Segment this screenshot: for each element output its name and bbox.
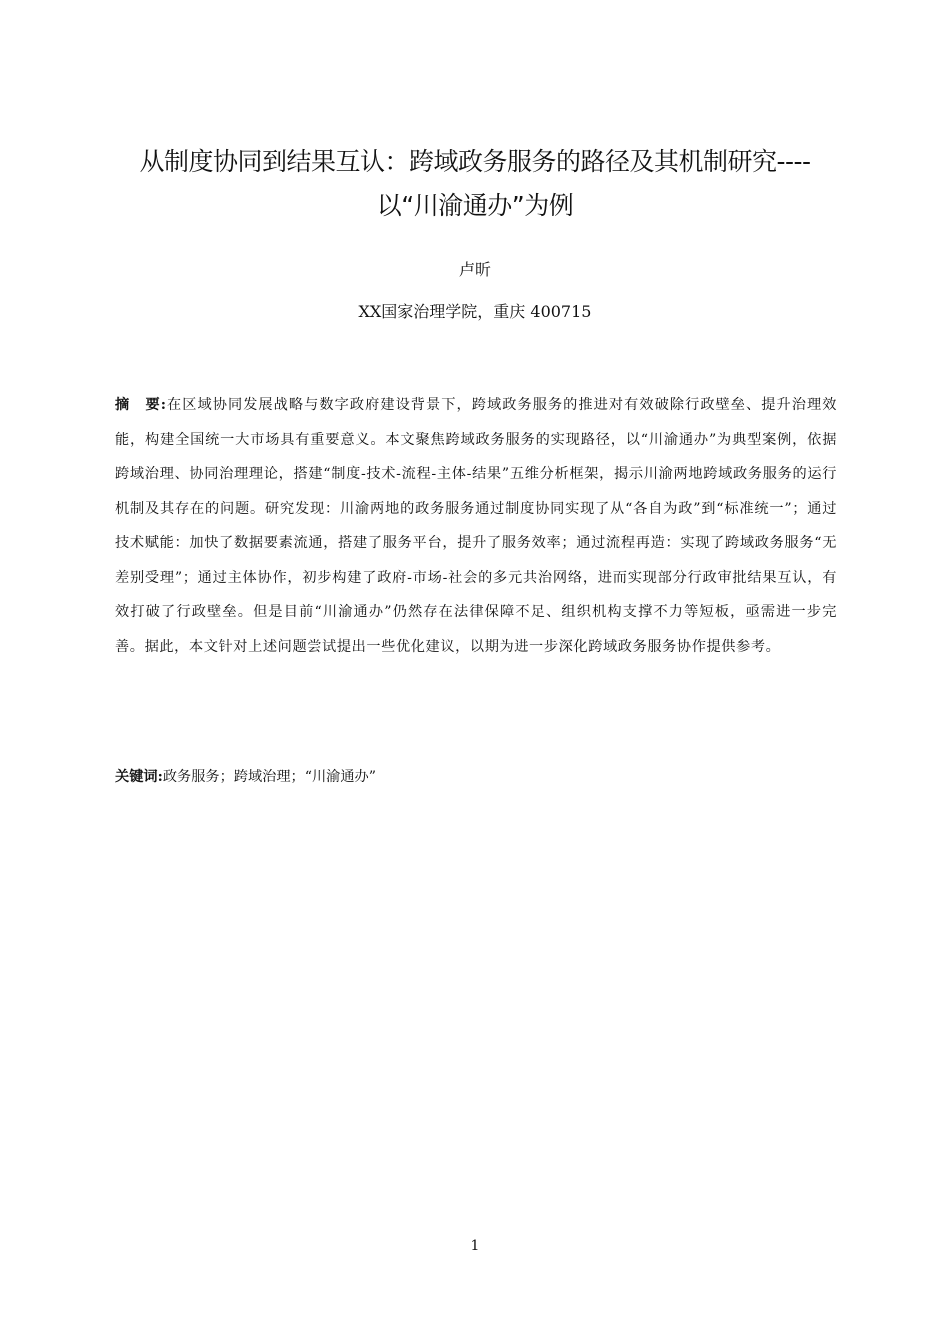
title-line-1: 从制度协同到结果互认：跨域政务服务的路径及其机制研究---- [139,147,811,176]
abstract-label: 摘 要: [115,397,167,413]
keywords-text: 政务服务；跨域治理；“川渝通办” [162,769,376,785]
title-line-2: 以“川渝通办”为例 [376,191,574,220]
keywords-label: 关键词: [115,769,163,785]
author-name: 卢昕 [458,260,491,279]
page-number: 1 [470,1238,480,1254]
keywords [115,765,837,789]
abstract [115,388,837,664]
author-affiliation: XX国家治理学院，重庆 400715 [358,302,592,321]
abstract-text: 在区域协同发展战略与数字政府建设背景下，跨域政务服务的推进对有效破除行政壁垒、提升治理效能，构建全国统一大市场具有重要意义。本文聚焦跨域政务服务的实现路径，以“川渝通办”为典型案例，依据跨域治理、协同治理理论，搭建“制度-技术-流程-主体-结果”五维分析框架，揭示川渝两地跨域政务服务的运行机制及其存在的问题。研究发现：川渝两地的政务服务通过制度协同实现了从“各自为政”到“标准统一”；通过技术赋能：加快了数据要素流通，搭建了服务平台，提升了服务效率；通过流程再造：实现了跨域政务服务“无差别受理”；通过主体协作，初步构建了政府-市场-社会的多元共治网络，进而实现部分行政审批结果互认，有效打破了行政壁垒。但是目前“川渝通办”仍然存在法律保障不足、组织机构支撑不力等短板，亟需进一步完善。据此，本文针对上述问题尝试提出一些优化建议，以期为进一步深化跨域政务服务协作提供参考。 [115,397,838,655]
paper-title [100,140,850,228]
